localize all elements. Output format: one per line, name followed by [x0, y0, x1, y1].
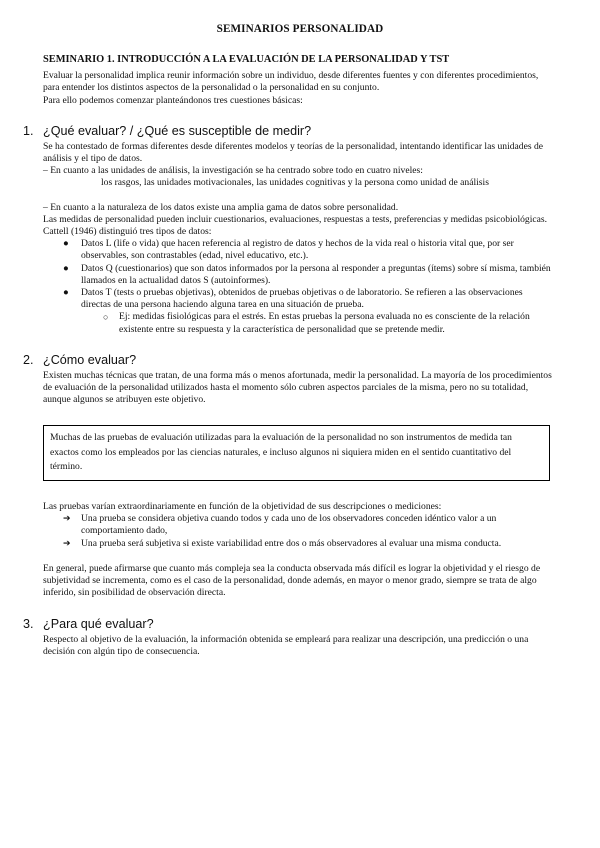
circle-bullet-icon: ○	[103, 312, 109, 323]
highlight-box: Muchas de las pruebas de evaluación utilizadas para la evaluación de la personalidad no son instrumentos de medida tan exactos como los empleados por las ciencias naturales, e incluso algunos ni siquiera miden en el sentido cuantitativo del término.	[43, 425, 550, 481]
data-types-list	[43, 238, 552, 336]
list-item-text: Una prueba se considera objetiva cuando todos y cada uno de los observadores conceden idéntico valor a un comportamiento dado,	[81, 513, 497, 537]
document-title: SEMINARIOS PERSONALIDAD	[216, 23, 384, 35]
spacer	[43, 190, 552, 202]
spacer	[43, 481, 552, 501]
paragraph: Se ha contestado de formas diferentes desde diferentes modelos y teorías de la personalidad, intentando identificar las unidades de análisis y el tipo de datos.	[43, 140, 544, 165]
bullet-icon: ●	[63, 262, 69, 274]
sub-list	[81, 311, 552, 335]
section-heading-2	[23, 352, 552, 367]
bullet-icon: ●	[63, 238, 69, 250]
section-heading-3	[23, 616, 552, 631]
section-heading-1	[23, 123, 552, 138]
intro-paragraph: Evaluar la personalidad implica reunir información sobre un individuo, desde diferentes fuentes y con diferentes procedimientos, para entender los distintos aspectos de la personalidad o la personalidad en su conjunto.	[43, 70, 539, 94]
paragraph: En general, puede afirmarse que cuanto más compleja sea la conducta observada más difícil es lograr la objetividad y el riesgo de subjetividad se incrementa, como es el caso de la personalidad, donde además, en mayor o menor grado, siempre se trata de algo inferido, sin posibilidad de observación directa.	[43, 562, 541, 599]
section-title: ¿Para qué evaluar?	[43, 616, 154, 631]
list-item	[63, 513, 552, 537]
arrow-right-icon: ➔	[63, 538, 71, 549]
section-number: 3.	[23, 616, 34, 631]
list-item-text: Una prueba será subjetiva si existe variabilidad entre dos o más observadores al evaluar una misma conducta.	[81, 537, 502, 549]
sub-list-item	[103, 311, 552, 335]
list-item-text: Datos L (life o vida) que hacen referencia al registro de datos y hechos de la vida real o historia vital que, por ser observables, son contrastables (edad, nivel educativo, etc.).	[81, 238, 514, 262]
section-title: ¿Qué evaluar? / ¿Qué es susceptible de medir?	[43, 123, 312, 138]
section-number: 2.	[23, 352, 34, 367]
list-item	[63, 537, 552, 550]
bullet-icon: ●	[63, 287, 69, 299]
paragraph: – En cuanto a la naturaleza de los datos existe una amplia gama de datos sobre personalidad.	[43, 201, 399, 213]
paragraph: Respecto al objetivo de la evaluación, la información obtenida se empleará para realizar una descripción, una predicción o una decisión con algún tipo de consecuencia.	[43, 633, 529, 657]
analysis-units-list: los rasgos, las unidades motivacionales, las unidades cognitivas y la persona como unidad de análisis	[101, 177, 489, 189]
arrow-right-icon: ➔	[63, 514, 71, 525]
list-item	[63, 287, 552, 336]
paragraph: Existen muchas técnicas que tratan, de una forma más o menos afortunada, medir la personalidad. La mayoría de los procedimientos de evaluación de la personalidad utilizados hasta el momento sólo cubren aspectos parciales de la misma, pero no su totalidad, aunque algunos se atribuyen este objetivo.	[43, 369, 552, 406]
document-body	[23, 54, 552, 658]
objectivity-list	[43, 513, 552, 550]
list-item-text: Datos T (tests o pruebas objetivas), obtenidos de pruebas objetivas o de laboratorio. Se refieren a las observaciones directas de una persona haciendo alguna tarea en una situación de prueba.	[81, 287, 523, 311]
paragraph: Las medidas de personalidad pueden incluir cuestionarios, evaluaciones, respuestas a tests, preferencias y medidas psicobiológicas. Cattell (1946) distinguió tres tipos de datos:	[43, 213, 548, 238]
paragraph: – En cuanto a las unidades de análisis, la investigación se ha centrado sobre todo en cuatro niveles:	[43, 165, 423, 177]
list-item	[63, 238, 552, 262]
section-number: 1.	[23, 123, 34, 138]
spacer	[43, 550, 552, 563]
section-title: ¿Cómo evaluar?	[43, 352, 137, 367]
intro-paragraph: Para ello podemos comenzar planteándonos tres cuestiones básicas:	[43, 94, 303, 106]
seminar-heading: SEMINARIO 1. INTRODUCCIÓN A LA EVALUACIÓN DE LA PERSONALIDAD Y TST	[43, 54, 450, 65]
list-item	[63, 262, 552, 287]
list-item-text: Datos Q (cuestionarios) que son datos informados por la persona al responder a preguntas (ítems) sobre sí misma, también llamados en la actualidad datos S (autoinformes).	[81, 262, 551, 286]
paragraph: Las pruebas varían extraordinariamente en función de la objetividad de sus descripciones o mediciones:	[43, 501, 442, 513]
sub-list-item-text: Ej: medidas fisiológicas para el estrés. En estas pruebas la persona evaluada no es consciente de la relación existente entre su respuesta y la característica de personalidad que se pretende medir.	[119, 311, 530, 335]
